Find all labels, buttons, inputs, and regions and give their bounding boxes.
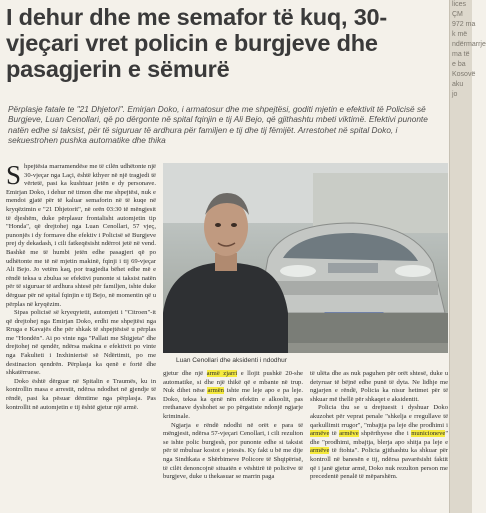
- text: " dhe "prodhimi, mbajtja, blerja apo shitja pa leje e: [310, 430, 449, 446]
- edge-text-line: lices: [452, 1, 467, 8]
- paragraph: Ngjarja e rëndë ndodhi në orët e para të mëngjesit, ndërsa 57-vjeçari Cenollari, i cili rezulton se ishte polic burgjesh, por punonte edhe si taksist për të mbuluar kostot e jetesës. Ky fakt u bë me dije nga Sindikata e Shërbimeve Policore të Shqipërisë, të cilët denoncojnë situatën e vështirë të policëve të burgjeve, duke u thekasuar se marrin paga: [163, 421, 303, 481]
- edge-text-line: aku: [452, 81, 464, 88]
- edge-text-line: Kosovë: [452, 71, 476, 78]
- text: ishte me leje apo e pa leje. Doko, teksa ka qenë nën efektin e alkoolit, pas rrethanave dyshohet se po përgatiste ndonjë ngjarje kriminale.: [163, 387, 304, 420]
- edge-text-line: ÇM: [452, 11, 463, 18]
- drop-cap: S: [6, 160, 22, 190]
- text: të ftohta". Policia gjithashtu ka shkuar për kontroll në banesën e tij, ndërsa pavarësisht faktit që i janë gjetur armë, Doko nuk rezulton person me precedentë penalë të mëparshëm.: [310, 447, 448, 481]
- edge-text-line: jo: [452, 91, 458, 98]
- highlighted-text: armën: [207, 387, 224, 395]
- article-lead: Përplasje fatale te "21 Dhjetori". Emirjan Doko, i armatosur dhe me shpejtësi, goditi mjetin e efektivit të Policisë së Burgjeve, Luan Cenollari, që po dërgonte në spital fqinjin e tij Ali Bejo, që gjithashtu mbeti viktimë. Efektivi punonte natën edhe si taksist, për të siguruar të ardhura për familjen e tij dhe tij fëmijët. Arrestohet në spital Doko, i sekuestrohen pushka automatike dhe thika: [8, 104, 428, 146]
- car-headlight-right: [395, 265, 431, 277]
- edge-text-line: ndërmarrje: [452, 41, 486, 48]
- text: gjetur dhe një: [163, 370, 207, 377]
- article-photo: [163, 163, 448, 353]
- person-eye: [215, 223, 221, 227]
- paragraph: Sipas policisë së kryeqytetit, automjeti i "Citroen"-it që drejtohej nga Emirjan Doko, erdhi me shpejtësi nga Rruga e Kavajës dhe për shkak të shpejtësisë u përplas me "Hondën". Ai po vinte nga "Pallati me Shigjeta" dhe drejtohej në qendër, ndërsa makina e efektivit po vinte nga Fakulteti i Inxhinierisë së Ndërtimit, po me destinacion qendrën. Përplasja ka qenë e fortë dhe shkatërruese.: [6, 309, 156, 377]
- person-jacket: [163, 262, 288, 353]
- car-headlight-left: [280, 265, 316, 277]
- paragraph: [310, 404, 448, 481]
- paragraph: të ulëta dhe as nuk paguhen për orët shtesë, duke u detyruar të bëjnë edhe punë të dyta. Ne lidhje me ngjarjen e rëndë, Policia ka nisur hetimet për të shkuar më thellë për shkaqet e aksidentit.: [310, 370, 448, 403]
- edge-text-line: e ba: [452, 61, 466, 68]
- person-eye: [231, 223, 237, 227]
- article-headline: I dehur dhe me semafor të kuq, 30-vjeçari vret policin e burgjeve dhe pasagjerin e sëmurë: [6, 4, 388, 82]
- photo-caption: Luan Cenollari dhe aksidenti i ndodhur: [176, 357, 287, 364]
- car-grille: [328, 263, 378, 273]
- article-column-1: [6, 160, 156, 508]
- text: e llojit pushkë 20-she automatike, si dhe një thikë që e mbante në trup. Nuk dihet nëse: [163, 370, 303, 395]
- highlighted-text: armëve: [310, 430, 330, 438]
- article-column-2: [163, 370, 303, 510]
- car-bumper: [273, 281, 438, 295]
- highlighted-text: armëve: [310, 447, 330, 455]
- highlighted-text: municioneve: [411, 430, 446, 438]
- article-column-3: [310, 370, 448, 510]
- text: shpërthyese dhe i: [358, 430, 412, 438]
- edge-text-line: k më: [452, 31, 468, 38]
- edge-text-line: 972 ma: [452, 21, 476, 28]
- paragraph: [163, 370, 303, 422]
- paragraph: hpejtësia marramendëse me të cilën udhëtonte një 30-vjeçar nga Laçi, është kthyer në një tragjedi të vërtetë, pasi ka kushtuar jetën e dy personave. Emirjan Doko, i dehur në timon dhe me shpejtësi, nuk e mendoi gjatë për të kaluar semaforin në të kuqe në kryqëzimin e "21 Dhjetorit", në orën 03:30 të mëngjesit të djeshëm, duke përplasur frontalisht automjetin tip "Honda", që drejtohej nga Luan Cenollari, 57 vjeç, punonjës i dy formave dhe efektiv i Policisë së Burgjeve prej dy dekadash, i cili fatkeqësisht ndërroi jetë në vend. Bashkë me të humbi jetën edhe pasagjeri që po udhëtonte me të në mjetin makinë, fqinji i tij 69-vjeçar Ali Bejo. Jo vetëm kaq, por tragjedia bëhet edhe më e rëndë teksa u zbulua se efektivi punonte si taksist natën për të siguruar të ardhura shtesë për familjen, ishte duke dërguar për në spital fqinjin e tij Bejo, në momentin që u përplas në kryqëzim.: [6, 163, 156, 308]
- adjacent-page-edge: [449, 0, 486, 513]
- highlighted-text: armë zjarri: [206, 370, 238, 377]
- photo-illustration: [163, 163, 448, 353]
- highlighted-text: armëve: [339, 430, 359, 438]
- text: të: [329, 430, 340, 438]
- text: Policia thu se u drejtuesit i dyshuar Doko akuzohet për veprat penale "shkelja e rregullave të qarkullimit rrugor", "mbajtja pa leje dhe prodhimi i: [310, 404, 448, 429]
- paragraph: Doko është dërguar në Spitalin e Traumës, ku in kontrollin masa e arrestit, ndërsa ndodhet në gjendje të rëndë, pasi ka pësuar dëmtime nga përplasja. Pas kontrollit në automjetin e tij është gjetur një armë.: [6, 377, 156, 411]
- edge-text-line: ma të: [452, 51, 470, 58]
